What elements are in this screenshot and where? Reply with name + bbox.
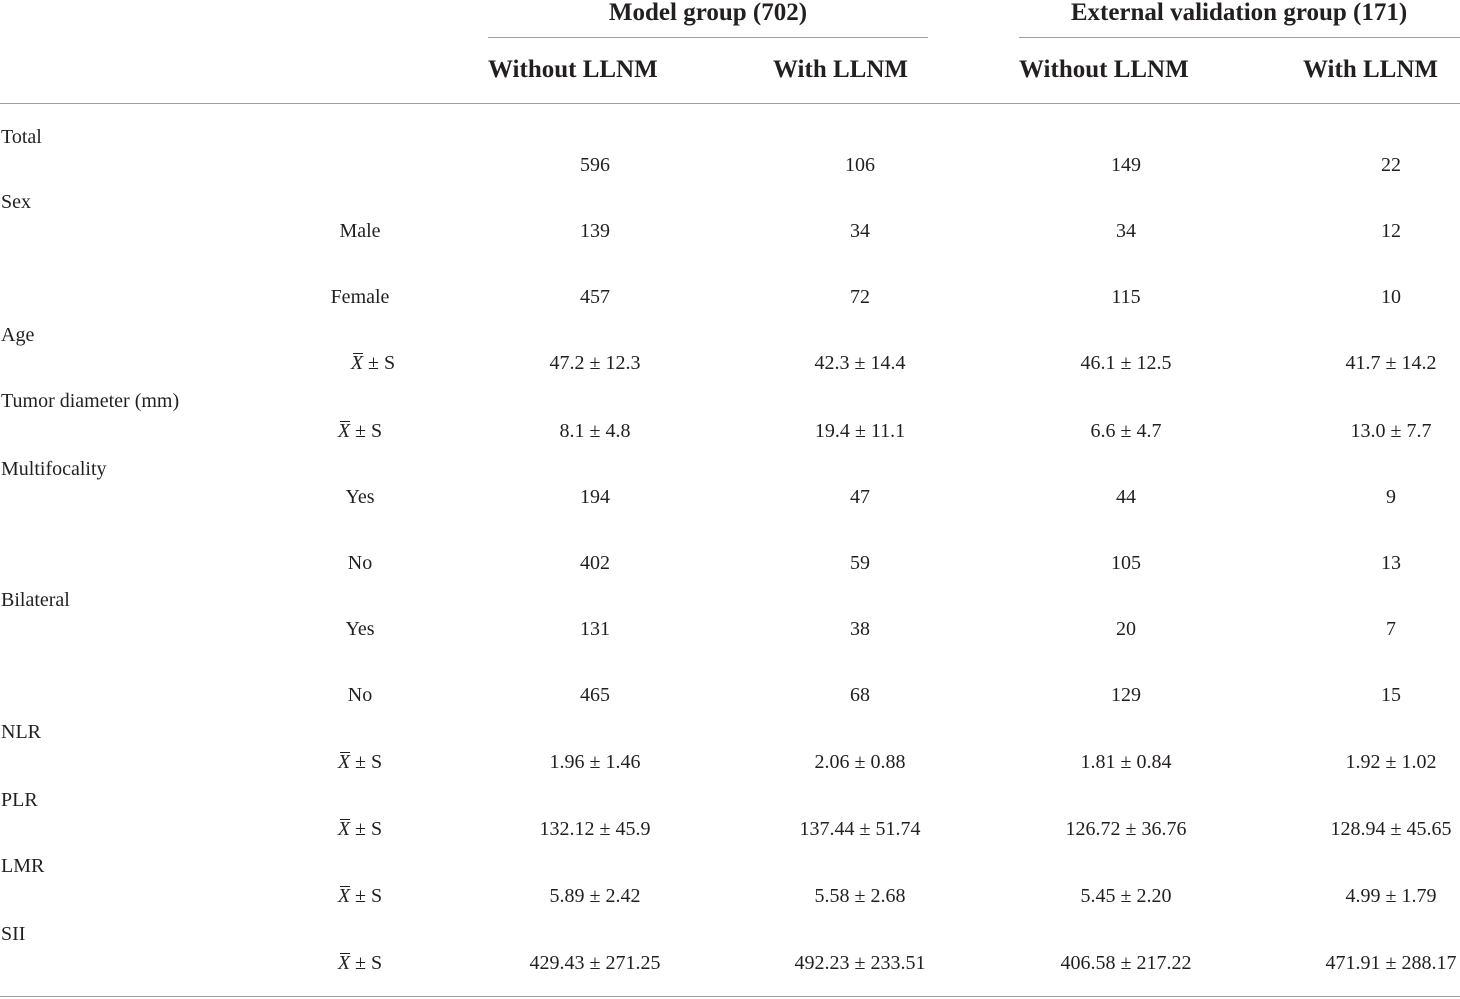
table-cell: 105 xyxy=(1111,552,1141,574)
table-cell: 2.06 ± 0.88 xyxy=(814,751,906,773)
table-cell: 402 xyxy=(580,552,610,574)
row-sublabel: X ± S xyxy=(337,818,383,840)
row-sublabel: X ± S xyxy=(350,352,396,374)
table-cell: 465 xyxy=(580,684,610,706)
mean-symbol: X xyxy=(337,818,351,840)
table-cell: 139 xyxy=(580,220,610,242)
table-cell: 129 xyxy=(1111,684,1141,706)
row-sublabel: Female xyxy=(330,286,390,308)
mean-symbol: X xyxy=(337,952,351,974)
table-cell: 1.96 ± 1.46 xyxy=(549,751,641,773)
table-cell: 406.58 ± 217.22 xyxy=(1060,952,1192,974)
row-sublabel: No xyxy=(347,684,373,706)
table-cell: 149 xyxy=(1111,154,1141,176)
table-cell: 34 xyxy=(1116,220,1136,242)
table-cell: 41.7 ± 14.2 xyxy=(1345,352,1437,374)
row-sublabel: No xyxy=(347,552,373,574)
table-cell: 38 xyxy=(850,618,870,640)
mean-symbol: X xyxy=(337,420,351,442)
table-cell: 106 xyxy=(845,154,875,176)
mean-symbol: X xyxy=(337,751,351,773)
mean-symbol: X xyxy=(350,352,364,374)
table-cell: 13.0 ± 7.7 xyxy=(1350,420,1432,442)
table-cell: 429.43 ± 271.25 xyxy=(529,952,661,974)
table-cell: 12 xyxy=(1381,220,1401,242)
table-cell: 15 xyxy=(1381,684,1401,706)
table-cell: 68 xyxy=(850,684,870,706)
row-label: LMR xyxy=(1,855,45,877)
table-cell: 596 xyxy=(580,154,610,176)
header-rule xyxy=(0,103,1460,104)
table-cell: 457 xyxy=(580,286,610,308)
column-header-with-llnm: With LLNM xyxy=(773,56,908,83)
table-cell: 44 xyxy=(1116,486,1136,508)
row-sublabel: X ± S xyxy=(337,420,383,442)
row-sublabel: Male xyxy=(339,220,381,242)
bottom-rule xyxy=(0,996,1460,997)
table-cell: 20 xyxy=(1116,618,1136,640)
group-underline-external-validation xyxy=(1019,37,1460,38)
table-cell: 10 xyxy=(1381,286,1401,308)
table-cell: 8.1 ± 4.8 xyxy=(559,420,631,442)
row-label: Tumor diameter (mm) xyxy=(1,390,180,412)
table-cell: 5.58 ± 2.68 xyxy=(814,885,906,907)
table-cell: 1.81 ± 0.84 xyxy=(1080,751,1172,773)
table-cell: 42.3 ± 14.4 xyxy=(814,352,906,374)
table-cell: 194 xyxy=(580,486,610,508)
row-label: Bilateral xyxy=(1,589,70,611)
table-cell: 471.91 ± 288.17 xyxy=(1325,952,1457,974)
table-cell: 34 xyxy=(850,220,870,242)
row-sublabel: Yes xyxy=(345,618,375,640)
row-sublabel: X ± S xyxy=(337,751,383,773)
row-label: PLR xyxy=(1,789,38,811)
row-label: Sex xyxy=(1,191,31,213)
row-label: SII xyxy=(1,923,26,945)
table-cell: 47.2 ± 12.3 xyxy=(549,352,641,374)
group-underline-model xyxy=(488,37,928,38)
table-cell: 132.12 ± 45.9 xyxy=(539,818,651,840)
table-cell: 59 xyxy=(850,552,870,574)
table-cell: 72 xyxy=(850,286,870,308)
table-cell: 126.72 ± 36.76 xyxy=(1065,818,1187,840)
table-cell: 492.23 ± 233.51 xyxy=(794,952,926,974)
column-header-without-llnm: Without LLNM xyxy=(488,56,658,83)
table-cell: 46.1 ± 12.5 xyxy=(1080,352,1172,374)
group-header-model: Model group (702) xyxy=(608,0,808,26)
table-cell: 5.45 ± 2.20 xyxy=(1080,885,1172,907)
row-label: Total xyxy=(1,126,42,148)
table-cell: 137.44 ± 51.74 xyxy=(799,818,921,840)
row-sublabel: X ± S xyxy=(337,952,383,974)
column-header-with-llnm: With LLNM xyxy=(1303,56,1438,83)
table-cell: 128.94 ± 45.65 xyxy=(1330,818,1452,840)
table-cell: 5.89 ± 2.42 xyxy=(549,885,641,907)
table-cell: 115 xyxy=(1111,286,1141,308)
group-header-external-validation: External validation group (171) xyxy=(1070,0,1408,26)
table-cell: 7 xyxy=(1386,618,1396,640)
mean-symbol: X xyxy=(337,885,351,907)
column-header-without-llnm: Without LLNM xyxy=(1019,56,1189,83)
table-cell: 1.92 ± 1.02 xyxy=(1345,751,1437,773)
table-cell: 19.4 ± 11.1 xyxy=(814,420,906,442)
table-cell: 9 xyxy=(1386,486,1396,508)
row-label: NLR xyxy=(1,721,41,743)
table-cell: 22 xyxy=(1381,154,1401,176)
table-cell: 131 xyxy=(580,618,610,640)
row-sublabel: X ± S xyxy=(337,885,383,907)
table-cell: 4.99 ± 1.79 xyxy=(1345,885,1437,907)
table-cell: 13 xyxy=(1381,552,1401,574)
table-cell: 47 xyxy=(850,486,870,508)
row-sublabel: Yes xyxy=(345,486,375,508)
table-cell: 6.6 ± 4.7 xyxy=(1090,420,1162,442)
row-label: Age xyxy=(1,324,35,346)
row-label: Multifocality xyxy=(1,458,107,480)
